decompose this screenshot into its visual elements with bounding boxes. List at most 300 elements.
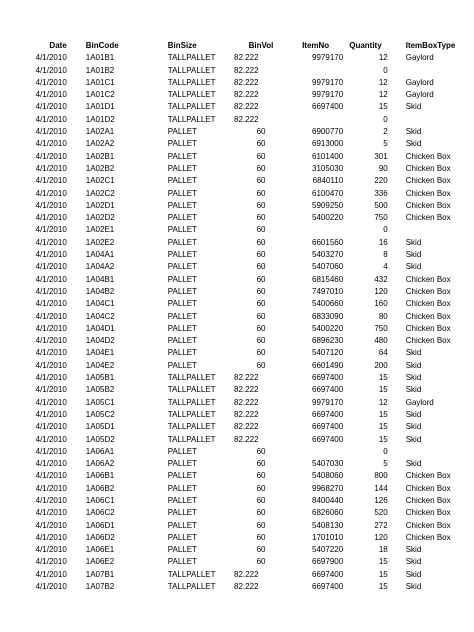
cell-bincode: 1A04A2 — [85, 262, 115, 272]
cell-binvol: 82.222 — [234, 77, 259, 87]
table-row — [0, 77, 474, 89]
cell-itemboxtype: Skid — [405, 348, 422, 358]
cell-quantity: 12 — [378, 397, 388, 407]
cell-binvol: 60 — [256, 446, 266, 456]
cell-date: 4/1/2010 — [35, 114, 67, 124]
table-row — [0, 224, 474, 236]
cell-date: 4/1/2010 — [35, 77, 67, 87]
cell-binsize: TALLPALLET — [167, 90, 216, 100]
cell-itemno: 6697400 — [312, 385, 344, 395]
cell-binvol: 60 — [256, 532, 266, 542]
header-bincode: BinCode — [85, 41, 119, 50]
cell-binvol: 60 — [256, 262, 266, 272]
table-row — [0, 581, 474, 593]
cell-binsize: PALLET — [167, 286, 197, 296]
cell-binsize: TALLPALLET — [167, 569, 216, 579]
cell-bincode: 1A01D1 — [85, 102, 115, 112]
cell-itemno: 6697400 — [312, 373, 344, 383]
cell-itemboxtype: Skid — [405, 127, 422, 137]
cell-binsize: PALLET — [167, 323, 197, 333]
cell-quantity: 220 — [374, 176, 388, 186]
cell-binvol: 60 — [256, 176, 266, 186]
cell-binsize: PALLET — [167, 127, 197, 137]
cell-date: 4/1/2010 — [35, 348, 67, 358]
table-row — [0, 495, 474, 507]
cell-itemboxtype: Skid — [405, 250, 422, 260]
cell-itemno: 9979170 — [312, 397, 344, 407]
table-row — [0, 483, 474, 495]
cell-binsize: TALLPALLET — [167, 582, 216, 592]
header-itemno: ItemNo — [302, 41, 330, 50]
cell-binvol: 60 — [256, 483, 266, 493]
cell-itemno: 6840110 — [312, 176, 344, 186]
table-row — [0, 323, 474, 335]
cell-itemno: 1701010 — [312, 532, 344, 542]
cell-date: 4/1/2010 — [35, 483, 67, 493]
cell-itemno: 6697400 — [312, 582, 344, 592]
table-row — [0, 544, 474, 556]
cell-itemboxtype: Chicken Box — [405, 483, 451, 493]
cell-bincode: 1A04B2 — [85, 286, 115, 296]
cell-quantity: 336 — [374, 188, 388, 198]
cell-date: 4/1/2010 — [35, 65, 67, 75]
cell-itemno: 6601490 — [312, 360, 344, 370]
cell-binsize: TALLPALLET — [167, 397, 216, 407]
cell-itemno: 5407030 — [312, 459, 344, 469]
cell-bincode: 1A02D1 — [85, 200, 115, 210]
cell-date: 4/1/2010 — [35, 520, 67, 530]
cell-bincode: 1A04A1 — [85, 250, 115, 260]
table-row — [0, 52, 474, 64]
cell-itemno: 5909250 — [312, 200, 344, 210]
header-row — [0, 40, 474, 52]
cell-bincode: 1A04C2 — [85, 311, 115, 321]
table-row — [0, 126, 474, 138]
cell-itemboxtype: Chicken Box — [405, 520, 451, 530]
cell-date: 4/1/2010 — [35, 53, 67, 63]
cell-date: 4/1/2010 — [35, 311, 67, 321]
cell-itemno: 6697400 — [312, 102, 344, 112]
cell-binsize: TALLPALLET — [167, 77, 216, 87]
table-row — [0, 384, 474, 396]
cell-itemno: 6833090 — [312, 311, 344, 321]
cell-binsize: PALLET — [167, 532, 197, 542]
cell-itemboxtype: Skid — [405, 102, 422, 112]
cell-itemboxtype: Chicken Box — [405, 151, 451, 161]
cell-itemboxtype: Skid — [405, 139, 422, 149]
cell-quantity: 15 — [378, 385, 388, 395]
cell-itemno — [288, 65, 343, 77]
cell-date: 4/1/2010 — [35, 262, 67, 272]
cell-quantity: 64 — [378, 348, 388, 358]
cell-bincode: 1A04E2 — [85, 360, 115, 370]
cell-binvol: 60 — [256, 557, 266, 567]
cell-bincode: 1A06B1 — [85, 471, 115, 481]
cell-itemboxtype: Gaylord — [405, 53, 434, 63]
cell-itemboxtype — [388, 114, 474, 126]
cell-itemboxtype: Skid — [405, 545, 422, 555]
cell-date: 4/1/2010 — [35, 545, 67, 555]
cell-bincode: 1A04E1 — [85, 348, 115, 358]
cell-bincode: 1A05C2 — [85, 409, 115, 419]
cell-bincode: 1A06D1 — [85, 520, 115, 530]
cell-quantity: 12 — [378, 53, 388, 63]
cell-bincode: 1A06A1 — [85, 446, 115, 456]
cell-date: 4/1/2010 — [35, 360, 67, 370]
cell-bincode: 1A06C1 — [85, 495, 115, 505]
table-row — [0, 286, 474, 298]
table-row — [0, 298, 474, 310]
cell-itemno: 5408060 — [312, 471, 344, 481]
table-row — [0, 163, 474, 175]
cell-binvol: 82.222 — [234, 397, 259, 407]
cell-itemno: 9979170 — [312, 77, 344, 87]
table-row — [0, 372, 474, 384]
table-row — [0, 151, 474, 163]
cell-bincode: 1A06E1 — [85, 545, 115, 555]
cell-binsize: TALLPALLET — [167, 409, 216, 419]
cell-quantity: 80 — [378, 311, 388, 321]
cell-binvol: 60 — [256, 250, 266, 260]
cell-date: 4/1/2010 — [35, 422, 67, 432]
cell-itemno: 5407060 — [312, 262, 344, 272]
cell-binvol: 60 — [256, 163, 266, 173]
cell-itemboxtype: Chicken Box — [405, 311, 451, 321]
inventory-table — [0, 40, 474, 593]
cell-binvol: 60 — [256, 151, 266, 161]
table-row — [0, 532, 474, 544]
cell-itemboxtype: Skid — [405, 582, 422, 592]
cell-itemno: 6697400 — [312, 434, 344, 444]
cell-quantity: 15 — [378, 569, 388, 579]
cell-binvol: 60 — [256, 545, 266, 555]
cell-binvol: 82.222 — [234, 569, 259, 579]
cell-date: 4/1/2010 — [35, 200, 67, 210]
cell-binsize: PALLET — [167, 557, 197, 567]
cell-itemboxtype: Chicken Box — [405, 286, 451, 296]
table-row — [0, 507, 474, 519]
cell-date: 4/1/2010 — [35, 188, 67, 198]
cell-binsize: PALLET — [167, 459, 197, 469]
cell-binsize: TALLPALLET — [167, 385, 216, 395]
cell-bincode: 1A02C2 — [85, 188, 115, 198]
cell-date: 4/1/2010 — [35, 373, 67, 383]
table-row — [0, 347, 474, 359]
cell-itemboxtype: Chicken Box — [405, 188, 451, 198]
cell-itemno — [288, 114, 343, 126]
cell-date: 4/1/2010 — [35, 532, 67, 542]
cell-bincode: 1A07B1 — [85, 569, 115, 579]
cell-itemboxtype: Chicken Box — [405, 200, 451, 210]
cell-bincode: 1A02B2 — [85, 163, 115, 173]
header-quantity: Quantity — [349, 41, 382, 50]
cell-bincode: 1A02B1 — [85, 151, 115, 161]
table-row — [0, 470, 474, 482]
cell-binvol: 82.222 — [234, 422, 259, 432]
cell-binsize: PALLET — [167, 274, 197, 284]
cell-itemno: 6697400 — [312, 422, 344, 432]
cell-binsize: PALLET — [167, 471, 197, 481]
cell-binvol: 60 — [256, 274, 266, 284]
cell-date: 4/1/2010 — [35, 409, 67, 419]
cell-date: 4/1/2010 — [35, 471, 67, 481]
cell-quantity: 5 — [383, 139, 388, 149]
cell-quantity: 90 — [378, 163, 388, 173]
cell-binvol: 60 — [256, 286, 266, 296]
table-row — [0, 114, 474, 126]
cell-date: 4/1/2010 — [35, 582, 67, 592]
cell-quantity: 480 — [374, 336, 388, 346]
cell-binvol: 82.222 — [234, 65, 259, 75]
cell-binsize: TALLPALLET — [167, 373, 216, 383]
cell-binvol: 60 — [256, 237, 266, 247]
cell-itemboxtype: Skid — [405, 360, 422, 370]
cell-itemboxtype: Gaylord — [405, 90, 434, 100]
cell-quantity: 15 — [378, 582, 388, 592]
cell-itemboxtype: Skid — [405, 422, 422, 432]
cell-bincode: 1A01D2 — [85, 114, 115, 124]
cell-itemboxtype: Chicken Box — [405, 471, 451, 481]
cell-bincode: 1A06A2 — [85, 459, 115, 469]
table-row — [0, 212, 474, 224]
cell-binvol: 60 — [256, 311, 266, 321]
cell-bincode: 1A04C1 — [85, 299, 115, 309]
cell-quantity: 272 — [374, 520, 388, 530]
cell-date: 4/1/2010 — [35, 286, 67, 296]
cell-quantity: 8 — [383, 250, 388, 260]
table-row — [0, 101, 474, 113]
cell-itemno: 6913000 — [312, 139, 344, 149]
cell-date: 4/1/2010 — [35, 90, 67, 100]
cell-quantity: 12 — [378, 77, 388, 87]
cell-quantity: 200 — [374, 360, 388, 370]
cell-bincode: 1A06D2 — [85, 532, 115, 542]
cell-binvol: 60 — [256, 323, 266, 333]
cell-binsize: PALLET — [167, 520, 197, 530]
cell-bincode: 1A06C2 — [85, 508, 115, 518]
cell-binsize: TALLPALLET — [167, 65, 216, 75]
cell-binvol: 82.222 — [234, 102, 259, 112]
table-row — [0, 200, 474, 212]
cell-itemboxtype: Chicken Box — [405, 323, 451, 333]
table-row — [0, 520, 474, 532]
cell-date: 4/1/2010 — [35, 569, 67, 579]
cell-itemno: 8400440 — [312, 495, 344, 505]
cell-quantity: 15 — [378, 434, 388, 444]
cell-binsize: PALLET — [167, 176, 197, 186]
table-row — [0, 89, 474, 101]
cell-bincode: 1A02A1 — [85, 127, 115, 137]
cell-binsize: PALLET — [167, 237, 197, 247]
table-row — [0, 175, 474, 187]
cell-itemboxtype: Gaylord — [405, 397, 434, 407]
cell-bincode: 1A04D2 — [85, 336, 115, 346]
cell-binvol: 82.222 — [234, 434, 259, 444]
cell-itemboxtype: Gaylord — [405, 77, 434, 87]
cell-itemboxtype — [388, 224, 474, 236]
cell-quantity: 4 — [383, 262, 388, 272]
cell-binsize: PALLET — [167, 508, 197, 518]
cell-quantity: 120 — [374, 532, 388, 542]
cell-itemboxtype: Chicken Box — [405, 176, 451, 186]
cell-binsize: PALLET — [167, 336, 197, 346]
cell-itemno: 5400220 — [312, 323, 344, 333]
cell-itemboxtype: Skid — [405, 373, 422, 383]
cell-bincode: 1A02E1 — [85, 225, 115, 235]
cell-itemboxtype: Skid — [405, 569, 422, 579]
cell-quantity: 750 — [374, 323, 388, 333]
cell-binsize: TALLPALLET — [167, 422, 216, 432]
cell-bincode: 1A01B2 — [85, 65, 115, 75]
cell-quantity: 144 — [374, 483, 388, 493]
cell-date: 4/1/2010 — [35, 139, 67, 149]
cell-date: 4/1/2010 — [35, 151, 67, 161]
cell-binsize: PALLET — [167, 225, 197, 235]
cell-binsize: PALLET — [167, 213, 197, 223]
cell-binsize: PALLET — [167, 188, 197, 198]
header-date: Date — [49, 41, 67, 50]
cell-bincode: 1A07B2 — [85, 582, 115, 592]
cell-date: 4/1/2010 — [35, 336, 67, 346]
cell-itemno: 9979170 — [312, 53, 344, 63]
cell-binvol: 82.222 — [234, 53, 259, 63]
table-row — [0, 274, 474, 286]
cell-binsize: PALLET — [167, 495, 197, 505]
cell-binvol: 82.222 — [234, 90, 259, 100]
cell-quantity: 5 — [383, 459, 388, 469]
cell-itemno: 6896230 — [312, 336, 344, 346]
cell-binvol: 60 — [256, 188, 266, 198]
cell-bincode: 1A02D2 — [85, 213, 115, 223]
cell-quantity: 0 — [383, 225, 388, 235]
cell-itemboxtype — [388, 65, 474, 77]
cell-binvol: 60 — [256, 213, 266, 223]
cell-binsize: PALLET — [167, 311, 197, 321]
cell-date: 4/1/2010 — [35, 557, 67, 567]
cell-bincode: 1A04B1 — [85, 274, 115, 284]
cell-itemno: 6697400 — [312, 569, 344, 579]
cell-itemno: 5407120 — [312, 348, 344, 358]
cell-binvol: 60 — [256, 520, 266, 530]
cell-quantity: 432 — [374, 274, 388, 284]
cell-quantity: 15 — [378, 373, 388, 383]
cell-date: 4/1/2010 — [35, 495, 67, 505]
cell-quantity: 750 — [374, 213, 388, 223]
cell-itemno: 6100470 — [312, 188, 344, 198]
table-row — [0, 335, 474, 347]
cell-bincode: 1A02E2 — [85, 237, 115, 247]
cell-binsize: TALLPALLET — [167, 114, 216, 124]
cell-binvol: 60 — [256, 299, 266, 309]
cell-bincode: 1A06E2 — [85, 557, 115, 567]
table-row — [0, 65, 474, 77]
cell-binsize: PALLET — [167, 299, 197, 309]
cell-bincode: 1A01C1 — [85, 77, 115, 87]
table-row — [0, 360, 474, 372]
cell-itemboxtype: Skid — [405, 459, 422, 469]
cell-date: 4/1/2010 — [35, 274, 67, 284]
cell-quantity: 0 — [383, 446, 388, 456]
cell-binvol: 82.222 — [234, 114, 259, 124]
cell-binvol: 82.222 — [234, 582, 259, 592]
cell-binvol: 60 — [256, 336, 266, 346]
cell-itemboxtype: Chicken Box — [405, 508, 451, 518]
cell-itemno: 6697400 — [312, 409, 344, 419]
cell-binsize: PALLET — [167, 250, 197, 260]
table-row — [0, 421, 474, 433]
cell-binvol: 60 — [256, 127, 266, 137]
header-itemboxtype: ItemBoxType — [405, 41, 456, 50]
cell-itemno: 6815460 — [312, 274, 344, 284]
cell-date: 4/1/2010 — [35, 434, 67, 444]
cell-date: 4/1/2010 — [35, 176, 67, 186]
cell-itemboxtype: Skid — [405, 434, 422, 444]
cell-itemno: 9979170 — [312, 90, 344, 100]
cell-binvol: 60 — [256, 360, 266, 370]
table-row — [0, 311, 474, 323]
cell-quantity: 301 — [374, 151, 388, 161]
cell-itemno: 5408130 — [312, 520, 344, 530]
cell-itemno: 7497010 — [312, 286, 344, 296]
cell-bincode: 1A05D1 — [85, 422, 115, 432]
cell-binsize: PALLET — [167, 151, 197, 161]
cell-binvol: 82.222 — [234, 409, 259, 419]
cell-itemno: 6101400 — [312, 151, 344, 161]
cell-itemboxtype: Skid — [405, 237, 422, 247]
cell-binvol: 60 — [256, 139, 266, 149]
cell-binvol: 82.222 — [234, 385, 259, 395]
table-row — [0, 446, 474, 458]
cell-itemboxtype: Chicken Box — [405, 532, 451, 542]
cell-binsize: TALLPALLET — [167, 53, 216, 63]
cell-bincode: 1A01B1 — [85, 53, 115, 63]
cell-itemno: 6826060 — [312, 508, 344, 518]
cell-quantity: 15 — [378, 102, 388, 112]
table-body — [0, 52, 474, 593]
cell-binsize: PALLET — [167, 139, 197, 149]
table-row — [0, 458, 474, 470]
table-row — [0, 556, 474, 568]
cell-bincode: 1A05B2 — [85, 385, 115, 395]
cell-itemboxtype: Skid — [405, 557, 422, 567]
cell-quantity: 12 — [378, 90, 388, 100]
table-row — [0, 237, 474, 249]
table-row — [0, 188, 474, 200]
cell-itemboxtype: Chicken Box — [405, 336, 451, 346]
cell-itemno: 9968270 — [312, 483, 344, 493]
cell-quantity: 520 — [374, 508, 388, 518]
cell-date: 4/1/2010 — [35, 323, 67, 333]
cell-itemboxtype: Chicken Box — [405, 213, 451, 223]
cell-itemno: 5400220 — [312, 213, 344, 223]
table-row — [0, 138, 474, 150]
cell-binvol: 60 — [256, 471, 266, 481]
cell-bincode: 1A02A2 — [85, 139, 115, 149]
cell-quantity: 15 — [378, 409, 388, 419]
cell-itemboxtype — [388, 446, 474, 458]
cell-itemno: 6900770 — [312, 127, 344, 137]
table-row — [0, 397, 474, 409]
cell-bincode: 1A04D1 — [85, 323, 115, 333]
cell-binsize: PALLET — [167, 348, 197, 358]
cell-binsize: TALLPALLET — [167, 434, 216, 444]
cell-date: 4/1/2010 — [35, 237, 67, 247]
cell-date: 4/1/2010 — [35, 299, 67, 309]
cell-quantity: 120 — [374, 286, 388, 296]
cell-binvol: 82.222 — [234, 373, 259, 383]
cell-itemno: 5400660 — [312, 299, 344, 309]
cell-binsize: PALLET — [167, 446, 197, 456]
